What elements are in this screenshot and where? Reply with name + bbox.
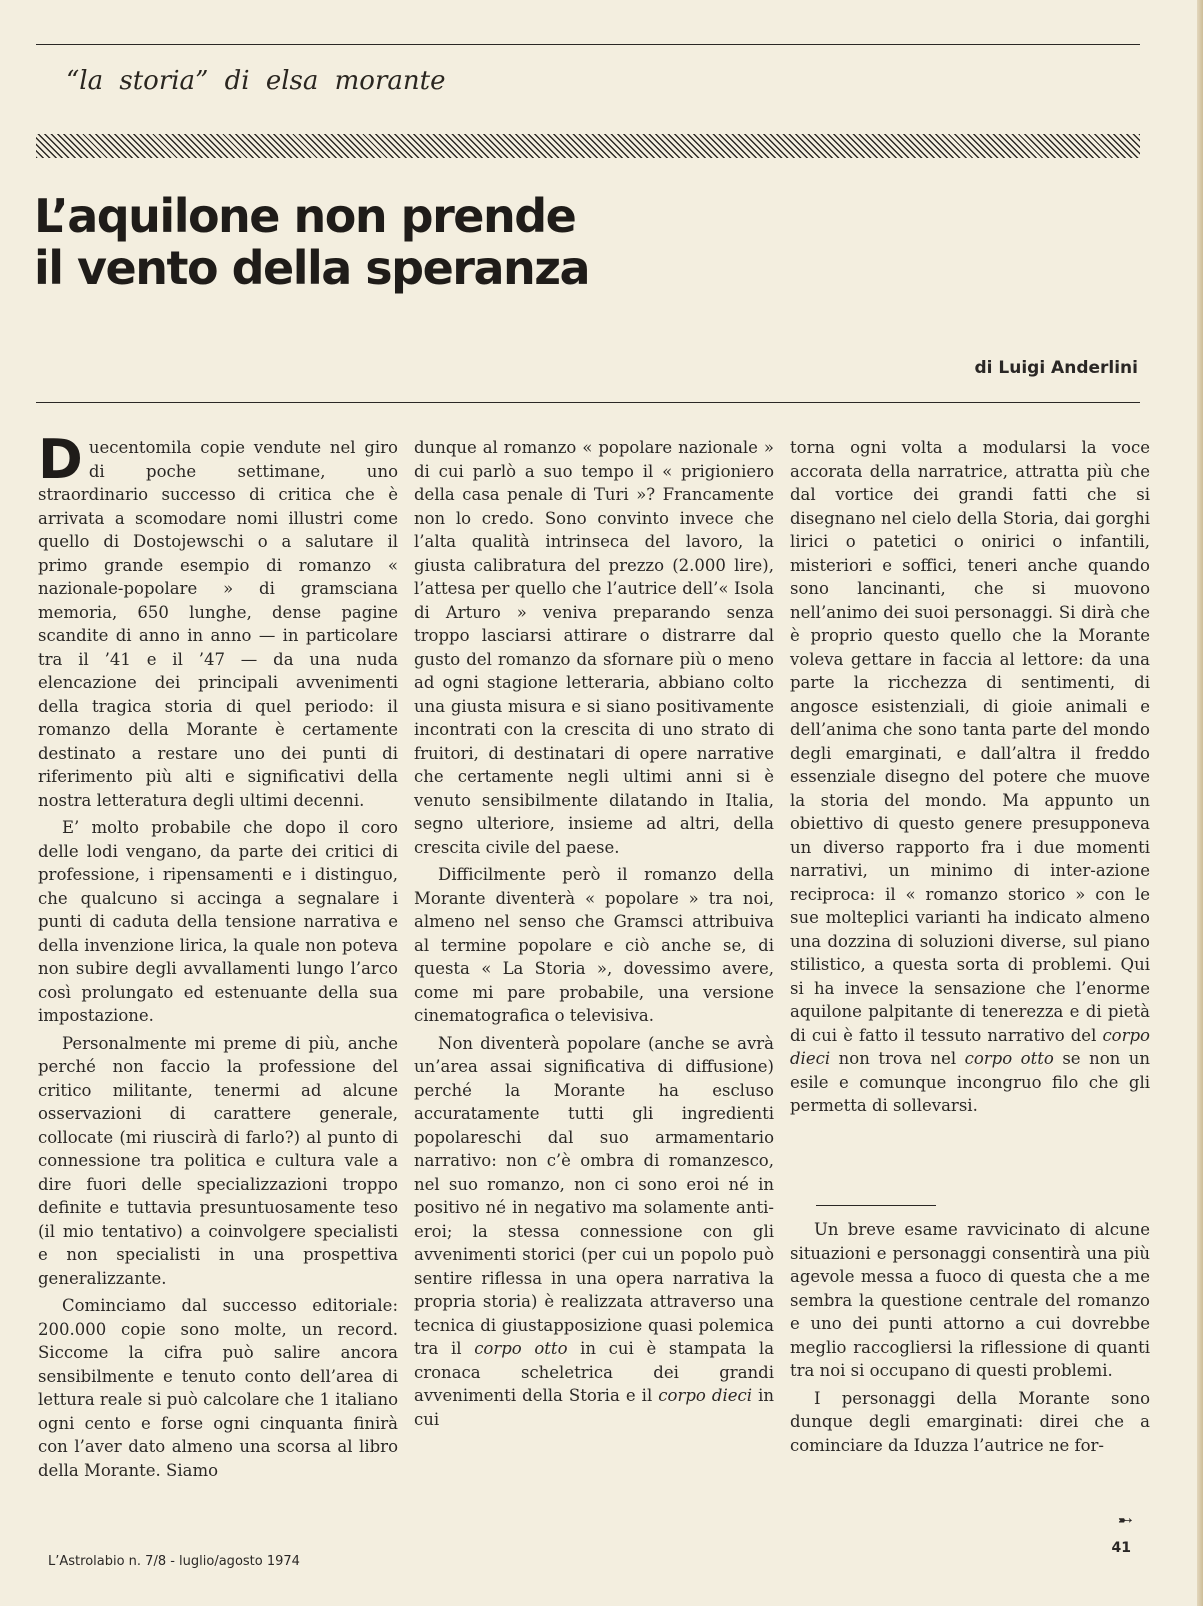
- paragraph: [790, 436, 1150, 1118]
- paragraph: Difficilmente però il romanzo della Morante diventerà « popolare » tra noi, almeno nel senso che Gramsci attribuiva al termine popolare e ciò anche se, di questa « La Storia », dovessimo avere, come mi pare probabile, una versione cinematografica o televisiva.: [414, 865, 774, 1025]
- byline-rule: [36, 402, 1140, 403]
- paragraph-text: Non diventerà popolare (anche se avrà un’area assai significativa di diffusione) perché la Morante ha escluso accuratamente tutti gli ingredienti popolareschi dal suo armamentario narrativo: non c’è ombra di romanzesco, nel suo romanzo, non ci sono eroi né in positivo né in negativo ma solamente anti-eroi; la stessa connessione con gli avvenimenti storici (per cui un popolo può sentire riflessa in una opera narrativa la propria storia) è realizzata attraverso una tecnica di giustapposizione quasi polemica tra il: [414, 1033, 774, 1358]
- column-3-continued: [790, 1218, 1150, 1461]
- paragraph-text: non trova nel: [838, 1049, 957, 1068]
- italic-term: corpo dieci: [790, 1025, 1150, 1068]
- page-number: 41: [1111, 1540, 1131, 1556]
- paragraph-text: torna ogni volta a modularsi la voce accorata della narratrice, attratta più che dal vortice dei grandi fatti che si disegnano nel cielo della Storia, dai gorghi lirici o patetici o onirici o infantili, misteriori e soffici, teneri anche quando sono lancinanti, che si muovono nell’animo dei suoi personaggi. Si dirà che è proprio questo quello che la Morante voleva gettare in faccia al lettore: da una parte la ricchezza di sentimenti, di angosce esistenziali, di gioie animali e dell’anima che sono tanta parte del mondo degli emarginati, e dall’altra il freddo essenziale disegno del potere che muove la storia del mondo. Ma appunto un obiettivo di questo genere presupponeva un diverso rapporto fra i due momenti narrativi, un minimo di inter-azione reciproca: il « romanzo storico » con le sue molteplici varianti ha indicato almeno una dozzina di soluzioni diverse, sul piano stilistico, a questa sorta di problemi. Qui si ha invece la sensazione che l’enorme aquilone palpitante di tenerezza e di pietà di cui è fatto il tessuto narrativo del: [790, 438, 1150, 1045]
- article-title: [34, 190, 589, 294]
- hatched-band: [36, 134, 1140, 158]
- section-divider: [816, 1205, 936, 1206]
- paragraph: dunque al romanzo « popolare nazionale » di cui parlò a suo tempo il « prigioniero della casa penale di Turi »? Francamente non lo credo. Sono convinto invece che l’alta qualità intrinseca del lavoro, la giusta calibratura del prezzo (2.000 lire), l’attesa per quello che l’autrice dell’« Isola di Arturo » veniva preparando senza troppo lasciarsi attirare o distrarre dal gusto del romanzo da sfornare più o meno ad ogni stagione letteraria, abbiano colto una giusta misura e si siano positivamente incontrati con la crescita di uno strato di fruitori, di destinatari di opere narrative che certamente negli ultimi anni si è venuto sensibilmente dilatando in Italia, segno ulteriore, insieme ad altri, della crescita civile del paese.: [414, 438, 774, 857]
- paragraph: I personaggi della Morante sono dunque degli emarginati: direi che a cominciare da Iduzza l’autrice ne for-: [790, 1388, 1150, 1455]
- paragraph: Un breve esame ravvicinato di alcune situazioni e personaggi consentirà una più agevole messa a fuoco di questa che a me sembra la questione centrale del romanzo e uno dei punti attorno a cui dovrebbe meglio raccogliersi la riflessione di quanti tra noi si occupano di questi problemi.: [790, 1220, 1150, 1380]
- publication-footer: L’Astrolabio n. 7/8 - luglio/agosto 1974: [48, 1554, 300, 1569]
- paragraph-text: se non un esile e comunque incongruo filo che gli permetta di sollevarsi.: [790, 1049, 1151, 1115]
- paragraph: [38, 428, 398, 812]
- continue-arrow-icon: ➸: [1117, 1510, 1133, 1531]
- column-3: [790, 436, 1150, 1122]
- paragraph-text: uecentomila copie vendute nel giro di poche settimane, uno straordinario successo di critica che è arrivata a scomodare nomi illustri come quello di Dostojewschi o a salutare il primo grande esempio di romanzo « nazionale-popolare » di gramsciana memoria, 650 lunghe, dense pagine scandite di anno in anno — in particolare tra il ’41 e il ’47 — da una nuda elencazione dei principali avvenimenti della tragica storia di quel periodo: il romanzo della Morante è certamente destinato a restare uno dei punti di riferimento più alti e significativi della nostra letteratura degli ultimi decenni.: [38, 438, 398, 810]
- paragraph: [414, 1032, 774, 1432]
- top-rule: [36, 44, 1140, 45]
- column-2: [414, 436, 774, 1435]
- italic-term: corpo dieci: [658, 1386, 753, 1405]
- italic-term: corpo otto: [474, 1339, 568, 1358]
- italic-term: corpo otto: [964, 1049, 1054, 1068]
- section-kicker: “la storia” di elsa morante: [66, 66, 446, 96]
- paragraph: Cominciamo dal successo editoriale: 200.000 copie sono molte, un record. Siccome la cifra può salire ancora sensibilmente e tenuto conto dell’area di lettura reale si può calcolare che 1 italiano ogni cento e forse ogni cinquanta finirà con l’aver dato almeno una scorsa al libro della Morante. Siamo: [38, 1296, 398, 1480]
- column-1: [38, 428, 398, 1486]
- title-line-2: il vento della speranza: [34, 241, 590, 295]
- paragraph: Personalmente mi preme di più, anche perché non faccio la professione del critico militante, tenermi ad alcune osservazioni di carattere generale, collocate (mi riuscirà di farlo?) al punto di connessione tra politica e cultura vale a dire fuori delle specializzazioni troppo definite e tuttavia presuntuosamente teso (il mio tentativo) a coinvolgere specialisti e non specialisti in una prospettiva generalizzante.: [38, 1033, 398, 1288]
- drop-cap: D: [38, 428, 83, 491]
- paragraph-text: in cui è stampata la cronaca scheletrica dei grandi avvenimenti della Storia e il: [414, 1339, 775, 1405]
- page-edge: [1197, 0, 1203, 1606]
- paragraph: E’ molto probabile che dopo il coro delle lodi vengano, da parte dei critici di professione, i ripensamenti e i distinguo, che qualcuno si accinga a segnalare i punti di caduta della tensione narrativa e della invenzione lirica, la quale non poteva non subire degli avvallamenti lungo l’arco così prolungato ed estenuante della sua impostazione.: [38, 818, 398, 1025]
- byline: di Luigi Anderlini: [974, 358, 1138, 378]
- paragraph-text: in cui: [414, 1386, 775, 1429]
- title-line-1: L’aquilone non prende: [34, 189, 576, 243]
